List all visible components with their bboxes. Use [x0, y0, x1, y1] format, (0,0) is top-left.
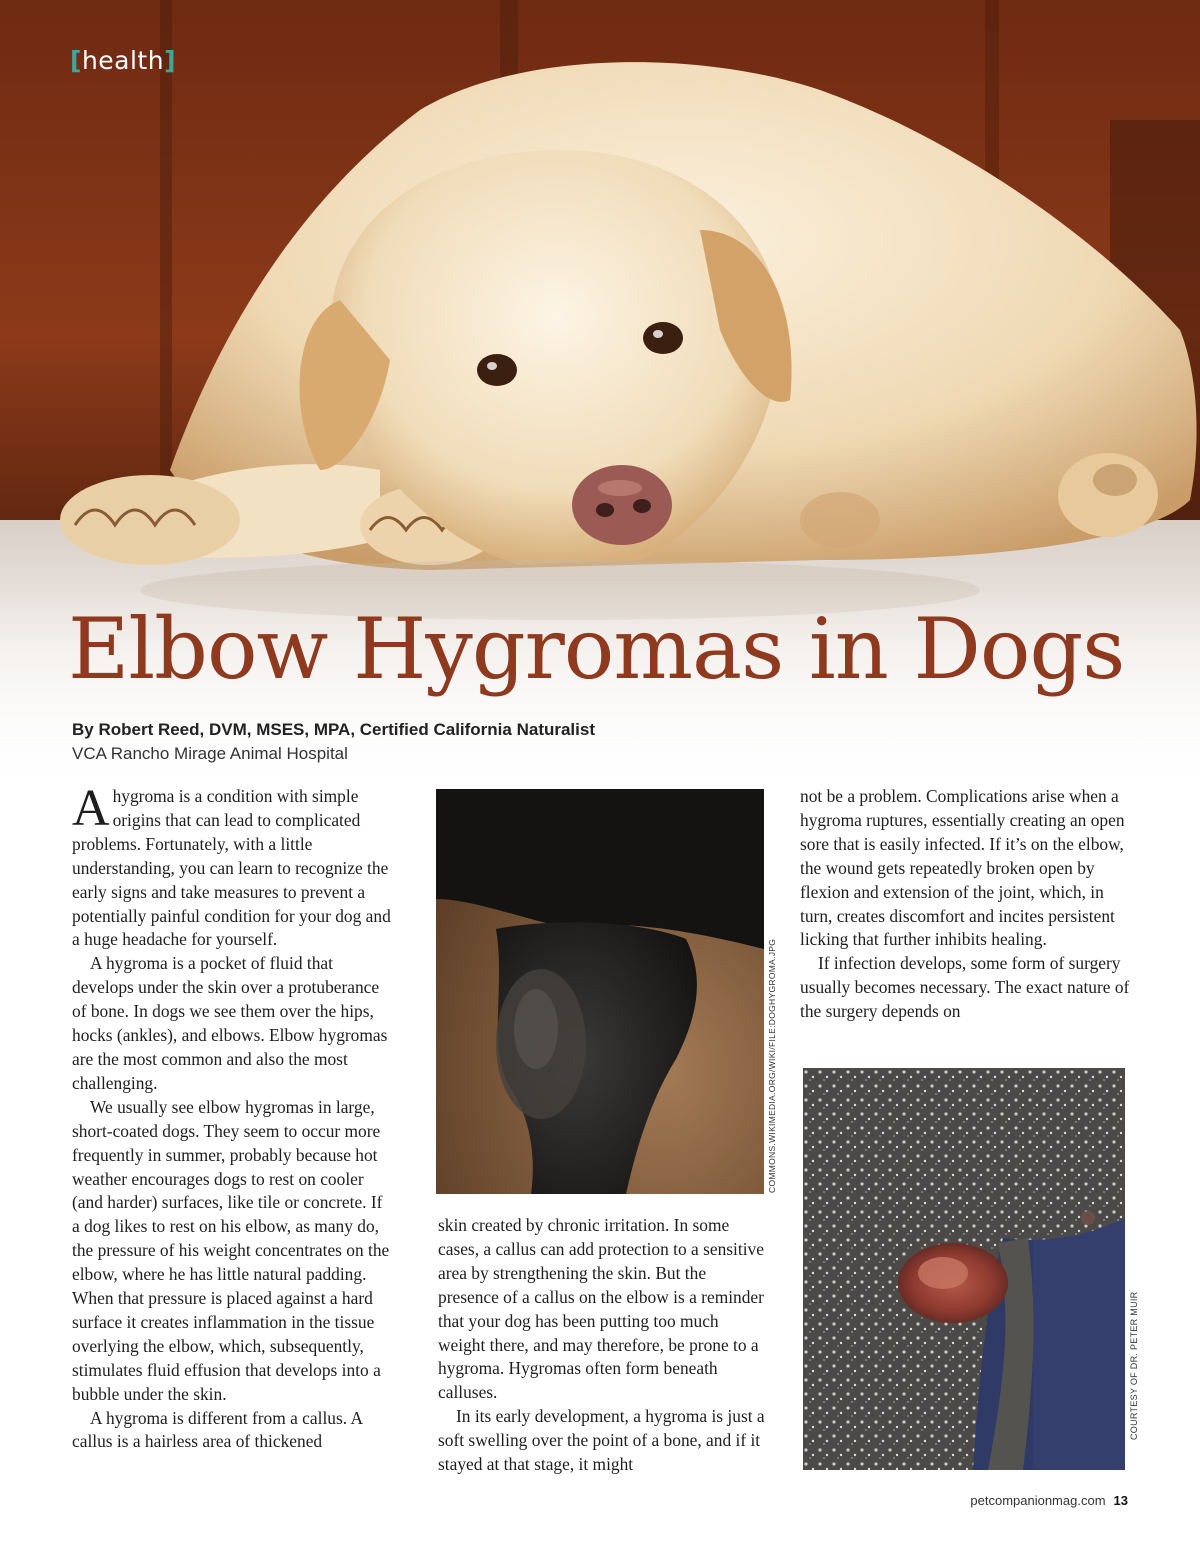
section-tag — [70, 46, 176, 75]
paragraph-1-text: hygroma is a condition with simple origins that can lead to complicated problems. Fortunately, with a little understanding, you can learn to recognize the early signs and take measures to prevent a potentially painful condition for your dog and a huge headache for yourself. — [72, 786, 391, 950]
article-title: Elbow Hygromas in Dogs — [68, 600, 1125, 698]
article-column-2 — [438, 1214, 768, 1477]
paragraph-7: not be a problem. Complications arise when a hygroma ruptures, essentially creating an open sore that is easily infected. If it’s on the elbow, the wound gets repeatedly broken open by flexion and extension of the joint, which, in turn, creates discomfort and incites persistent licking that further inhibits healing. — [800, 786, 1125, 950]
paragraph-4: A hygroma is different from a callus. A callus is a hairless area of thickened — [72, 1407, 363, 1452]
paragraph-1 — [72, 780, 394, 952]
hygroma-photo-2 — [803, 1068, 1125, 1470]
section-bracket-open: [ — [70, 46, 82, 75]
paragraph-3: We usually see elbow hygromas in large, short-coated dogs. They seem to occur more frequently in summer, probably because hot weather encourages dogs to rest on cooler (and harder) surfaces, like tile or concrete. If a dog likes to rest on his elbow, as many do, the pressure of his weight concentrates on the elbow, where he has little natural padding. When that pressure is placed against a hard surface it creates inflammation in the tissue overlying the elbow, which, subsequently, stimulates fluid effusion that develops into a bubble under the skin. — [72, 1096, 390, 1404]
drop-cap: A — [72, 780, 110, 837]
author-affiliation: VCA Rancho Mirage Animal Hospital — [72, 744, 348, 763]
paragraph-6: In its early development, a hygroma is just a soft swelling over the point of a bone, and if it stayed at that stage, it might — [438, 1406, 765, 1475]
section-bracket-close: ] — [164, 46, 177, 75]
website-url: petcompanionmag.com — [970, 1493, 1106, 1508]
article-column-3 — [800, 785, 1130, 1024]
paragraph-8: If infection develops, some form of surgery usually becomes necessary. The exact nature of the surgery depends on — [800, 953, 1130, 1022]
section-label: health — [81, 46, 165, 75]
paragraph-5: skin created by chronic irritation. In some cases, a callus can add protection to a sensitive area by strengthening the skin. But the presence of a callus on the elbow is a reminder that your dog has been putting too much weight there, and may therefore, be prone to a hygroma. Hygromas often form beneath calluses. — [438, 1215, 764, 1403]
article-column-1 — [72, 780, 394, 1454]
page-footer — [970, 1493, 1128, 1508]
author-byline: By Robert Reed, DVM, MSES, MPA, Certified California Naturalist — [72, 720, 595, 739]
hygroma-photo-1 — [436, 789, 764, 1194]
paragraph-2: A hygroma is a pocket of fluid that develops under the skin over a protuberance of bone. In dogs we see them over the hips, hocks (ankles), and elbows. Elbow hygromas are the most common and also the most challenging. — [72, 953, 388, 1093]
page-number: 13 — [1113, 1493, 1128, 1508]
photo-1-credit: COMMONS.WIKIMEDIA.ORG/WIKI/FILE:DOGHYGROMA.JPG — [767, 938, 777, 1193]
photo-2-credit: COURTESY OF DR. PETER MUIR — [1129, 1291, 1139, 1440]
